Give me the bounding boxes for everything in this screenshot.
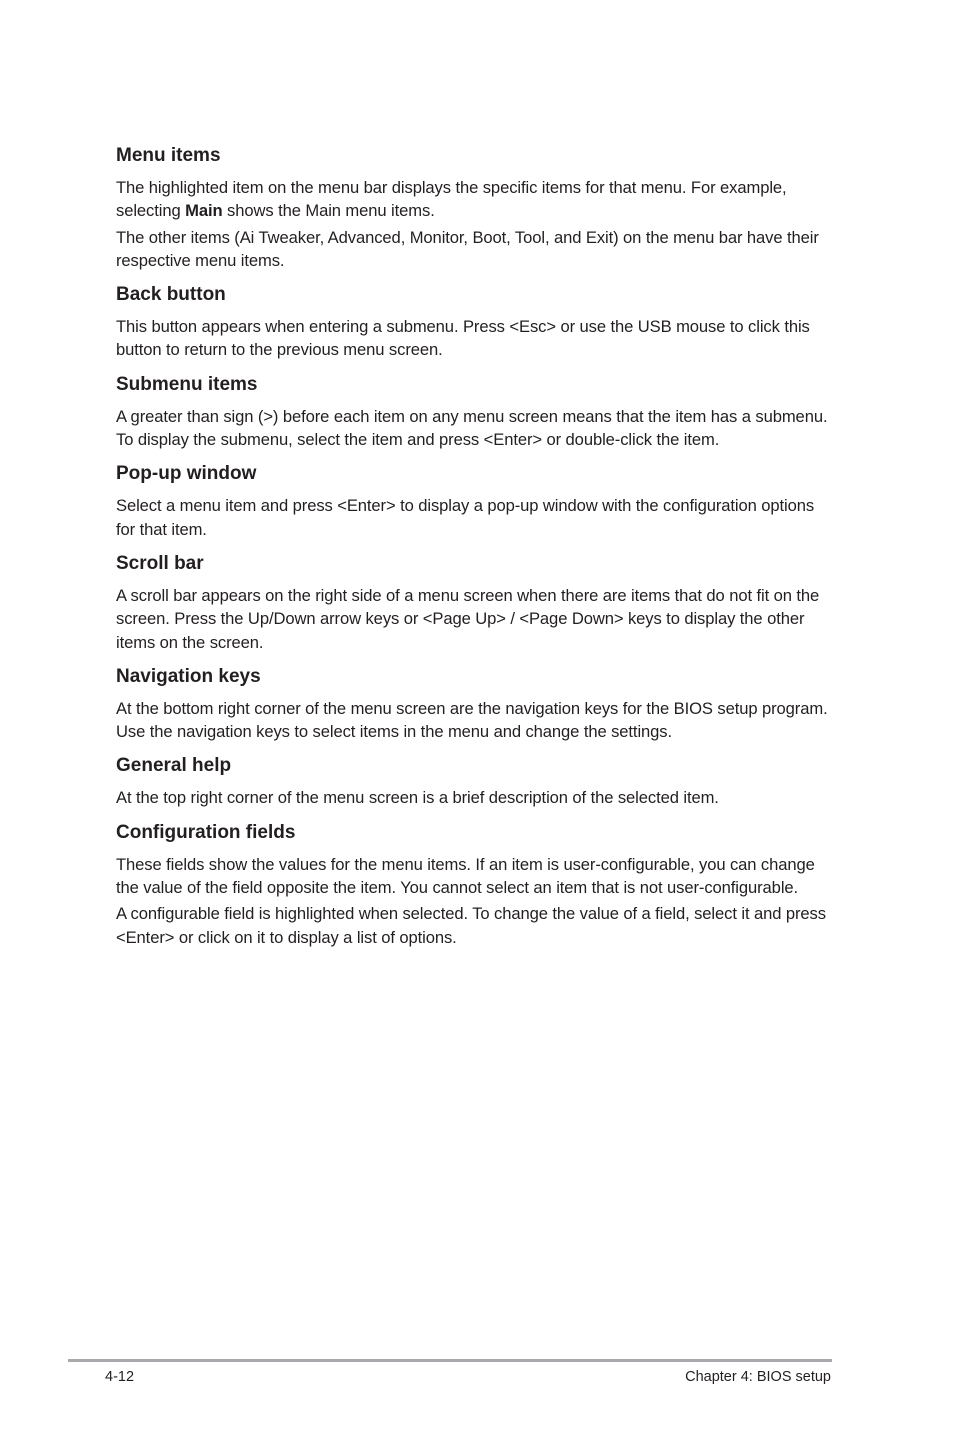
section-heading: General help (116, 755, 232, 777)
section-paragraph: At the bottom right corner of the menu screen are the navigation keys for the BIOS setup program. Use the navigation keys to select items in the menu and change the settings. (116, 698, 828, 742)
section-submenu-items (116, 372, 836, 452)
section-paragraph: These fields show the values for the menu items. If an item is user-configurable, you can change the value of the field opposite the item. You cannot select an item that is not user-configurable. (116, 854, 815, 898)
section-heading: Configuration fields (116, 821, 296, 843)
section-configuration-fields (116, 820, 836, 949)
section-heading: Scroll bar (116, 552, 204, 574)
section-heading: Submenu items (116, 373, 258, 395)
section-heading: Menu items (116, 145, 221, 166)
paragraph-text: The highlighted item on the menu bar displays the specific items for that menu. For example, selecting (116, 178, 787, 221)
section-paragraph: This button appears when entering a submenu. Press <Esc> or use the USB mouse to click this button to return to the previous menu screen. (116, 317, 810, 360)
chapter-title: Chapter 4: BIOS setup (685, 1369, 831, 1385)
section-navigation-keys (116, 664, 836, 744)
section-scroll-bar (116, 551, 836, 654)
section-paragraph (116, 176, 836, 223)
section-menu-items (116, 143, 836, 272)
section-popup-window (116, 461, 836, 541)
section-paragraph: Select a menu item and press <Enter> to display a pop-up window with the configuration options for that item. (116, 496, 815, 539)
page-content (116, 143, 836, 952)
section-heading: Back button (116, 284, 226, 306)
section-paragraph: A configurable field is highlighted when selected. To change the value of a field, select it and press <Enter> or click on it to display a list of options. (116, 904, 826, 947)
section-paragraph: At the top right corner of the menu screen is a brief description of the selected item. (116, 788, 719, 808)
section-general-help (116, 753, 836, 809)
section-heading: Pop-up window (116, 463, 257, 485)
section-paragraph: The other items (Ai Tweaker, Advanced, Monitor, Boot, Tool, and Exit) on the menu bar have their respective menu items. (116, 227, 819, 270)
section-back-button (116, 282, 836, 362)
page-number: 4-12 (105, 1369, 135, 1385)
section-paragraph: A greater than sign (>) before each item on any menu screen means that the item has a submenu. To display the submenu, select the item and press <Enter> or double-click the item. (116, 406, 828, 450)
paragraph-text: shows the Main menu items. (222, 201, 435, 221)
bold-term-main: Main (185, 201, 223, 221)
section-paragraph: A scroll bar appears on the right side of a menu screen when there are items that do not fit on the screen. Press the Up/Down arrow keys or <Page Up> / <Page Down> keys to display the other items on the screen. (116, 585, 820, 652)
footer-divider (68, 1359, 832, 1362)
section-heading: Navigation keys (116, 665, 261, 687)
